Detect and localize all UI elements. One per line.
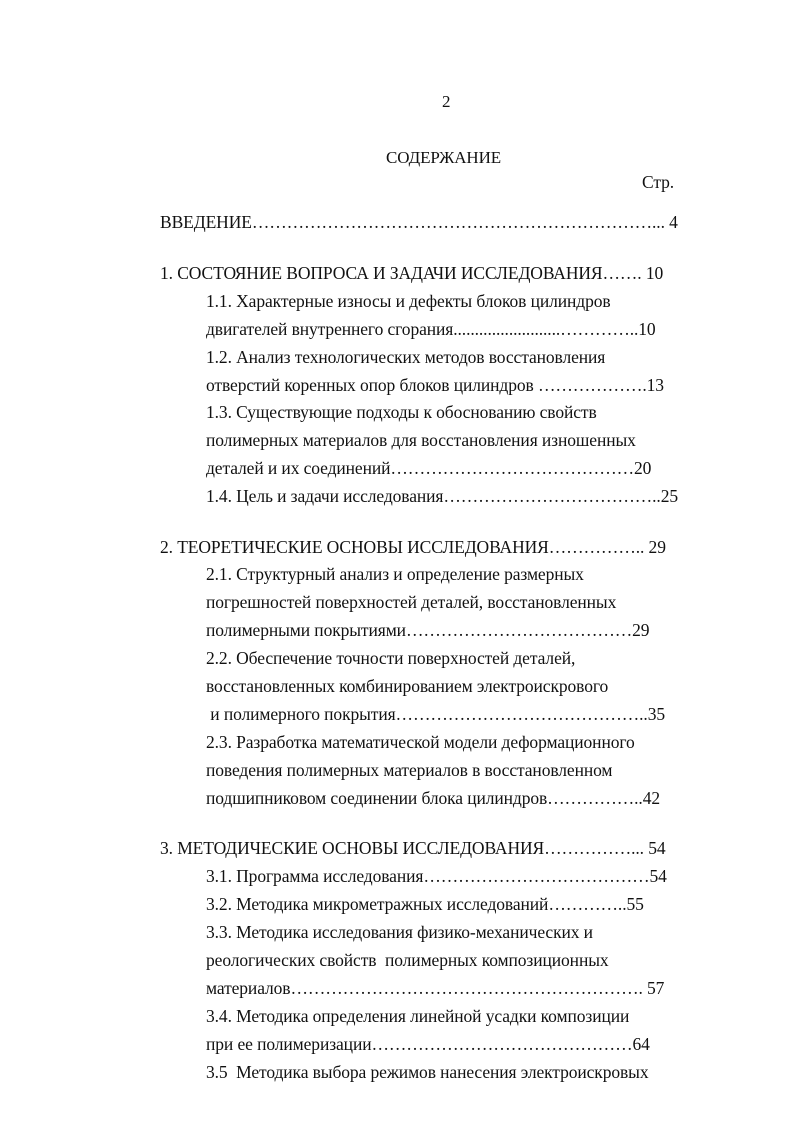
toc-line: реологических свойств полимерных композиционных xyxy=(206,950,609,970)
toc-line: подшипниковом соединении блока цилиндров……………..42 xyxy=(206,788,661,808)
toc-line: 2. ТЕОРЕТИЧЕСКИЕ ОСНОВЫ ИССЛЕДОВАНИЯ…………….. 29 xyxy=(160,537,666,557)
toc-line: полимерных материалов для восстановления изношенных xyxy=(206,430,636,450)
page-column-label: Стр. xyxy=(642,172,675,192)
toc-line: 3.1. Программа исследования…………………………………54 xyxy=(206,866,667,886)
toc-line: 3. МЕТОДИЧЕСКИЕ ОСНОВЫ ИССЛЕДОВАНИЯ……………... 54 xyxy=(160,838,666,858)
toc-line: 3.3. Методика исследования физико-механических и xyxy=(206,922,593,942)
toc-line: 1.4. Цель и задачи исследования………………………………..25 xyxy=(206,486,679,506)
toc-line: отверстий коренных опор блоков цилиндров ……………….13 xyxy=(206,375,664,395)
toc-line: 1.2. Анализ технологических методов восстановления xyxy=(206,347,606,367)
toc-line: деталей и их соединений……………………………………20 xyxy=(206,458,652,478)
toc-line: материалов……………………………………………………. 57 xyxy=(206,978,665,998)
toc-line: 3.5 Методика выбора режимов нанесения электроискровых xyxy=(206,1062,649,1082)
toc-line: 1.3. Существующие подходы к обоснованию свойств xyxy=(206,402,597,422)
toc-line: при ее полимеризации………………………………………64 xyxy=(206,1034,650,1054)
toc-line: полимерными покрытиями…………………………………29 xyxy=(206,620,650,640)
toc-line: 3.4. Методика определения линейной усадки композиции xyxy=(206,1006,630,1026)
toc-line: 1. СОСТОЯНИЕ ВОПРОСА И ЗАДАЧИ ИССЛЕДОВАНИЯ……. 10 xyxy=(160,263,664,283)
toc-line: 2.2. Обеспечение точности поверхностей деталей, xyxy=(206,648,576,668)
toc-line: 2.3. Разработка математической модели деформационного xyxy=(206,732,635,752)
toc-line: 2.1. Структурный анализ и определение размерных xyxy=(206,564,584,584)
toc-line: и полимерного покрытия……………………………………..35 xyxy=(206,704,666,724)
toc-line: 3.2. Методика микрометражных исследований…………..55 xyxy=(206,894,644,914)
toc-line: 1.1. Характерные износы и дефекты блоков цилиндров xyxy=(206,291,611,311)
toc-heading: СОДЕРЖАНИЕ xyxy=(386,148,502,167)
toc-line: двигателей внутреннего сгорания.........................…………..10 xyxy=(206,319,656,339)
toc-line: поведения полимерных материалов в восстановленном xyxy=(206,760,613,780)
toc-line: восстановленных комбинированием электроискрового xyxy=(206,676,609,696)
toc-line: погрешностей поверхностей деталей, восстановленных xyxy=(206,592,617,612)
toc-line: ВВЕДЕНИЕ……………………………………………………………... 4 xyxy=(160,212,678,232)
page-number: 2 xyxy=(442,92,451,111)
